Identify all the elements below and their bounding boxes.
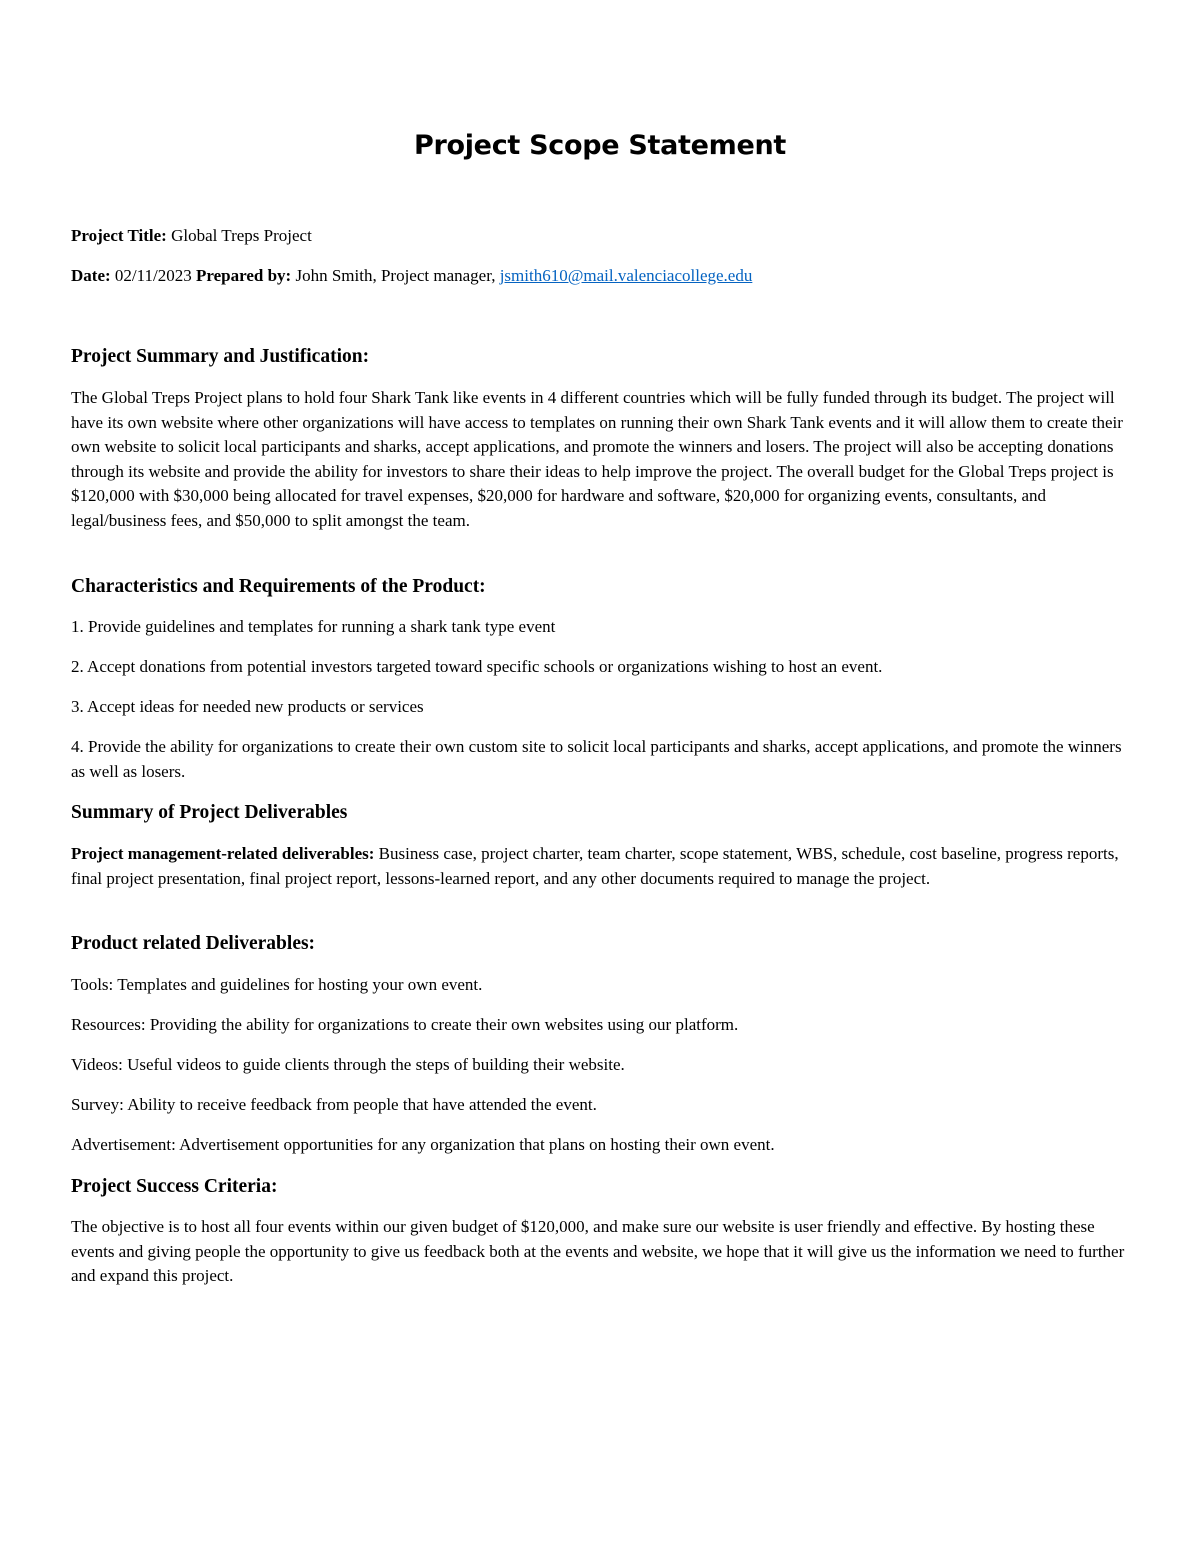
pm-deliverables-text: Business case, project charter, team charter, scope statement, WBS, schedule, cost baseline, progress reports, final project presentation, final project report, lessons-learned report, and any other documents required to manage the project. [71, 844, 1119, 888]
pm-deliverables-paragraph [71, 842, 1133, 891]
date-label: Date: [71, 266, 111, 285]
date-value: 02/11/2023 [110, 266, 196, 285]
product-deliverables-heading: Product related Deliverables: [71, 933, 316, 954]
deliverables-heading: Summary of Project Deliverables [71, 802, 348, 823]
project-title-value: Global Treps Project [166, 226, 312, 245]
summary-heading: Project Summary and Justification: [71, 346, 370, 367]
date-prepared-line [71, 264, 1131, 288]
product-deliverable-item: Tools: Templates and guidelines for hosting your own event. [71, 975, 483, 994]
summary-paragraph: The Global Treps Project plans to hold four Shark Tank like events in 4 different countries which will be fully funded through its budget. The project will have its own website where other organizations will have access to templates on running their own Shark Tank events and it will allow them to create their own website to solicit local participants and sharks, accept applications, and promote the winners and losers. The project will also be accepting donations through its website and provide the ability for investors to share their ideas to help improve the project. The overall budget for the Global Treps project is $120,000 with $30,000 being allocated for travel expenses, $20,000 for hardware and software, $20,000 for organizing events, consultants, and legal/business fees, and $50,000 to split amongst the team. [71, 388, 1123, 530]
product-deliverable-item: Videos: Useful videos to guide clients through the steps of building their website. [71, 1055, 625, 1074]
prepared-by-value: John Smith, Project manager, [291, 266, 500, 285]
pm-deliverables-label: Project management-related deliverables: [71, 844, 375, 863]
product-deliverable-item: Survey: Ability to receive feedback from people that have attended the event. [71, 1095, 597, 1114]
success-heading: Project Success Criteria: [71, 1176, 278, 1197]
project-title-label: Project Title: [71, 226, 167, 245]
product-deliverable-item: Resources: Providing the ability for organizations to create their own websites using our platform. [71, 1015, 739, 1034]
product-deliverable-item: Advertisement: Advertisement opportunities for any organization that plans on hosting their own event. [71, 1135, 775, 1154]
requirements-heading: Characteristics and Requirements of the Product: [71, 576, 486, 597]
requirement-item: 3. Accept ideas for needed new products or services [71, 697, 424, 716]
requirement-item: 1. Provide guidelines and templates for running a shark tank type event [71, 617, 556, 636]
email-link[interactable]: jsmith610@mail.valenciacollege.edu [499, 266, 753, 285]
document-title: Project Scope Statement [413, 130, 787, 161]
success-paragraph: The objective is to host all four events within our given budget of $120,000, and make sure our website is user friendly and effective. By hosting these events and giving people the opportunity to give us feedback both at the events and website, we hope that it will give us the information we need to further and expand this project. [71, 1217, 1125, 1286]
project-title-line [71, 224, 1131, 248]
requirement-item: 2. Accept donations from potential investors targeted toward specific schools or organizations wishing to host an event. [71, 657, 883, 676]
requirement-item: 4. Provide the ability for organizations to create their own custom site to solicit local participants and sharks, accept applications, and promote the winners as well as losers. [71, 737, 1122, 781]
prepared-by-label: Prepared by: [195, 266, 292, 285]
